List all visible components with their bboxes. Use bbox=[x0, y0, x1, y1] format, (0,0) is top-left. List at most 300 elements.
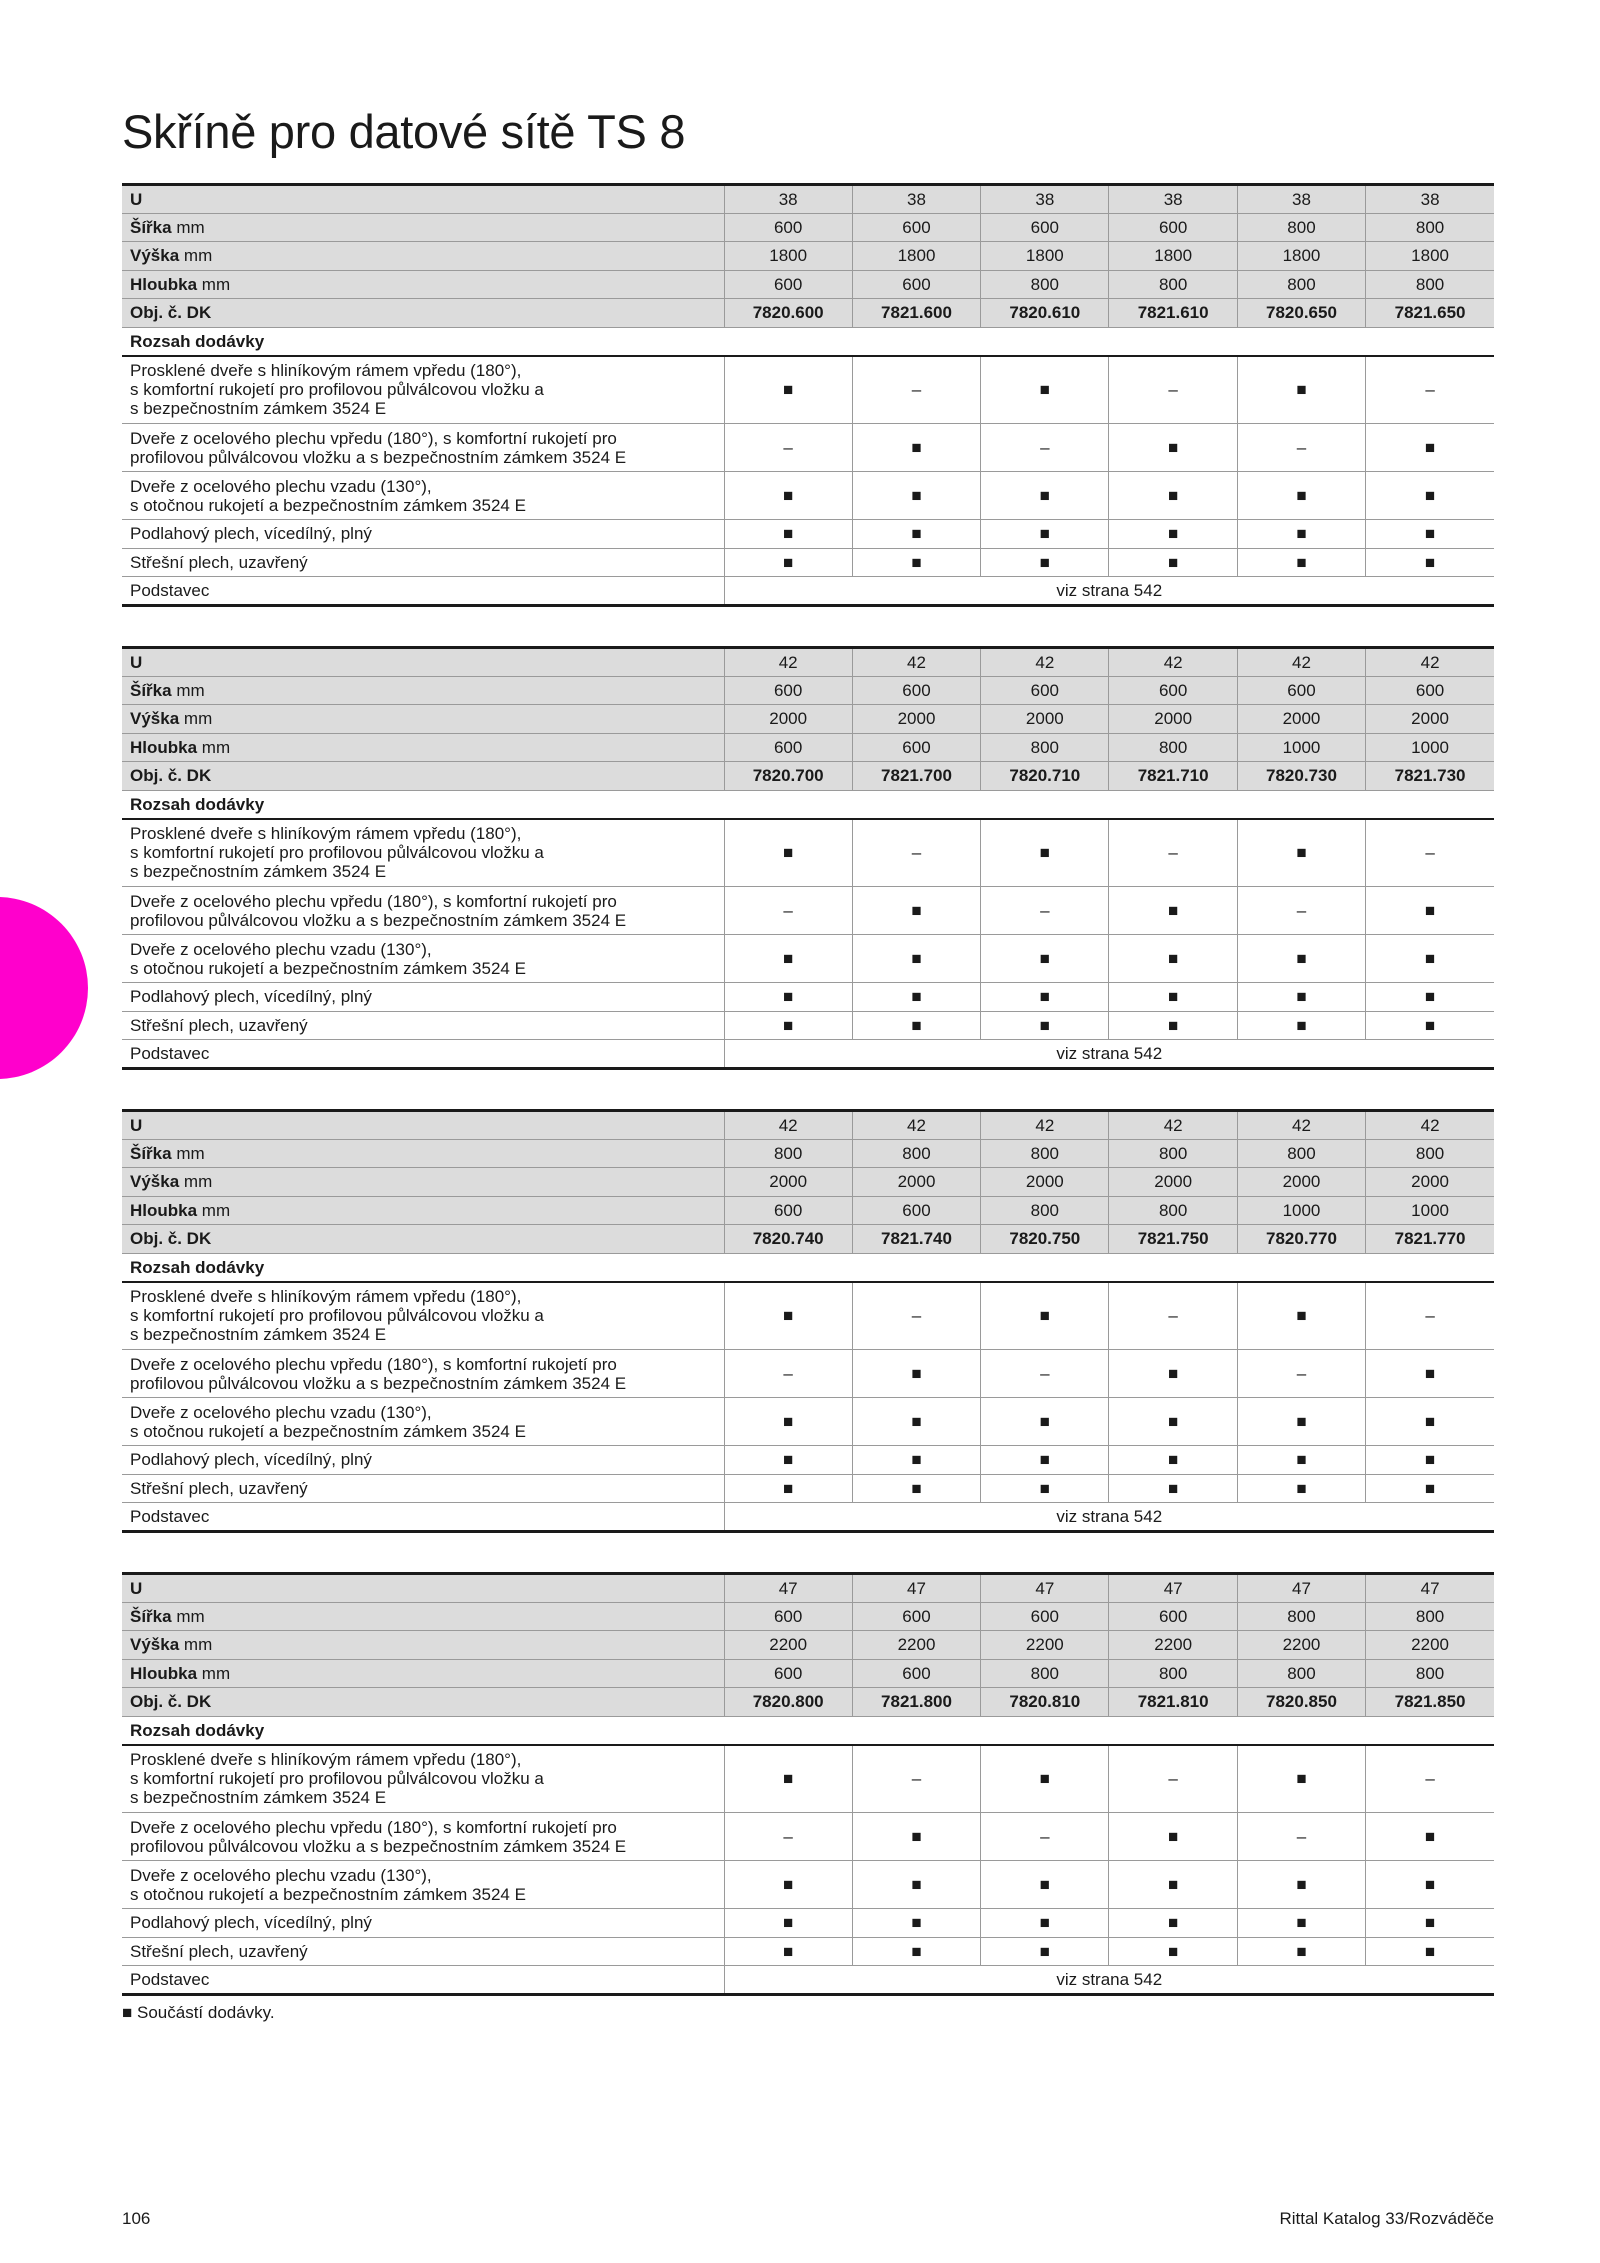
scope-item-line: Dveře z ocelového plechu vpředu (180°), s komfortní rukojetí pro bbox=[130, 1817, 617, 1837]
scope-item-line: Dveře z ocelového plechu vzadu (130°), bbox=[130, 1865, 432, 1885]
depth-row-value: 800 bbox=[1237, 1659, 1365, 1688]
depth-row-value: 800 bbox=[981, 1196, 1109, 1225]
u-row-value: 47 bbox=[981, 1574, 1109, 1603]
order-row-value: 7820.700 bbox=[724, 762, 852, 791]
width-row-value: 600 bbox=[1366, 676, 1494, 705]
width-row-value: 800 bbox=[1237, 1602, 1365, 1631]
scope-mark: – bbox=[724, 424, 852, 472]
scope-heading-row bbox=[122, 327, 1494, 356]
order-row-value: 7821.610 bbox=[1109, 299, 1237, 328]
scope-mark: ■ bbox=[1109, 983, 1237, 1012]
scope-item-label bbox=[122, 1745, 724, 1813]
depth-row-value: 800 bbox=[1109, 1659, 1237, 1688]
scope-item-line: s otočnou rukojetí a bezpečnostním zámkem 3524 E bbox=[130, 1421, 526, 1441]
scope-item-line: Podlahový plech, vícedílný, plný bbox=[130, 987, 372, 1007]
scope-mark: – bbox=[852, 819, 980, 887]
width-row bbox=[122, 1602, 1494, 1631]
scope-mark: ■ bbox=[852, 887, 980, 935]
scope-mark: ■ bbox=[1109, 1398, 1237, 1446]
scope-item-line: Dveře z ocelového plechu vzadu (130°), bbox=[130, 1402, 432, 1422]
scope-mark: ■ bbox=[1366, 1350, 1494, 1398]
scope-item-line: Dveře z ocelového plechu vpředu (180°), s komfortní rukojetí pro bbox=[130, 1354, 617, 1374]
scope-mark: ■ bbox=[1237, 983, 1365, 1012]
scope-mark: ■ bbox=[1109, 472, 1237, 520]
depth-row-label bbox=[122, 1196, 724, 1225]
depth-row bbox=[122, 1659, 1494, 1688]
u-row-label bbox=[122, 1111, 724, 1140]
height-row-value: 2000 bbox=[981, 1168, 1109, 1197]
height-row-value: 2200 bbox=[852, 1631, 980, 1660]
scope-heading-row bbox=[122, 1253, 1494, 1282]
base-row bbox=[122, 577, 1494, 606]
depth-row-value: 600 bbox=[852, 733, 980, 762]
width-row-value: 600 bbox=[852, 676, 980, 705]
scope-mark: ■ bbox=[724, 1909, 852, 1938]
order-row bbox=[122, 1225, 1494, 1254]
scope-item-line: profilovou půlválcovou vložku a s bezpečnostním zámkem 3524 E bbox=[130, 910, 627, 930]
scope-item-row bbox=[122, 424, 1494, 472]
legend: ■ Součástí dodávky. bbox=[122, 2003, 275, 2022]
scope-item-row bbox=[122, 356, 1494, 424]
scope-item-row bbox=[122, 1011, 1494, 1040]
scope-mark: ■ bbox=[724, 1474, 852, 1503]
scope-item-line: Prosklené dveře s hliníkovým rámem vpředu (180°), bbox=[130, 1750, 522, 1770]
scope-mark: ■ bbox=[724, 819, 852, 887]
order-row-value: 7821.750 bbox=[1109, 1225, 1237, 1254]
scope-mark: ■ bbox=[981, 1937, 1109, 1966]
height-row-value: 2000 bbox=[1109, 705, 1237, 734]
scope-mark: ■ bbox=[852, 472, 980, 520]
scope-item-row bbox=[122, 887, 1494, 935]
scope-item-line: Dveře z ocelového plechu vzadu (130°), bbox=[130, 939, 432, 959]
order-row-label bbox=[122, 1688, 724, 1717]
u-row-value: 42 bbox=[852, 648, 980, 677]
order-row-value: 7820.650 bbox=[1237, 299, 1365, 328]
row-label: Hloubka bbox=[130, 1663, 198, 1683]
u-row-value: 38 bbox=[981, 185, 1109, 214]
width-row-value: 600 bbox=[981, 213, 1109, 242]
scope-mark: ■ bbox=[1237, 1937, 1365, 1966]
height-row-value: 1800 bbox=[1237, 242, 1365, 271]
scope-item-line: s komfortní rukojetí pro profilovou půlválcovou vložku a bbox=[130, 1306, 544, 1326]
height-row-label bbox=[122, 242, 724, 271]
order-row-value: 7820.730 bbox=[1237, 762, 1365, 791]
u-row-value: 38 bbox=[724, 185, 852, 214]
unit-label: mm bbox=[176, 680, 205, 700]
scope-item-line: Dveře z ocelového plechu vpředu (180°), s komfortní rukojetí pro bbox=[130, 428, 617, 448]
scope-item-label bbox=[122, 424, 724, 472]
scope-mark: ■ bbox=[1366, 1937, 1494, 1966]
height-row-value: 2200 bbox=[1366, 1631, 1494, 1660]
scope-mark: ■ bbox=[852, 548, 980, 577]
scope-mark: ■ bbox=[1109, 1350, 1237, 1398]
scope-mark: ■ bbox=[852, 1861, 980, 1909]
width-row-value: 600 bbox=[1109, 213, 1237, 242]
scope-mark: ■ bbox=[724, 1745, 852, 1813]
u-row bbox=[122, 1111, 1494, 1140]
scope-mark: ■ bbox=[1109, 935, 1237, 983]
scope-item-line: s bezpečnostním zámkem 3524 E bbox=[130, 862, 387, 882]
scope-mark: ■ bbox=[724, 520, 852, 549]
height-row-value: 2000 bbox=[1109, 1168, 1237, 1197]
scope-mark: ■ bbox=[1237, 1011, 1365, 1040]
width-row bbox=[122, 213, 1494, 242]
row-label: Výška bbox=[130, 709, 180, 729]
depth-row-value: 1000 bbox=[1366, 733, 1494, 762]
order-row-value: 7820.750 bbox=[981, 1225, 1109, 1254]
scope-item-line: Prosklené dveře s hliníkovým rámem vpředu (180°), bbox=[130, 1287, 522, 1307]
u-row bbox=[122, 1574, 1494, 1603]
scope-item-label bbox=[122, 520, 724, 549]
depth-row-value: 1000 bbox=[1237, 733, 1365, 762]
scope-mark: ■ bbox=[1237, 1282, 1365, 1350]
scope-item-line: Dveře z ocelového plechu vzadu (130°), bbox=[130, 476, 432, 496]
scope-mark: ■ bbox=[1237, 1446, 1365, 1475]
scope-item-line: profilovou půlválcovou vložku a s bezpečnostním zámkem 3524 E bbox=[130, 1836, 627, 1856]
scope-mark: ■ bbox=[724, 983, 852, 1012]
row-label: U bbox=[130, 1115, 143, 1135]
depth-row-value: 800 bbox=[981, 733, 1109, 762]
order-row-value: 7820.610 bbox=[981, 299, 1109, 328]
row-label: U bbox=[130, 652, 143, 672]
scope-heading-row bbox=[122, 1716, 1494, 1745]
scope-mark: ■ bbox=[1237, 1398, 1365, 1446]
scope-mark: – bbox=[1109, 356, 1237, 424]
scope-mark: ■ bbox=[981, 983, 1109, 1012]
scope-item-row bbox=[122, 1745, 1494, 1813]
scope-heading-row bbox=[122, 790, 1494, 819]
scope-item-label bbox=[122, 1446, 724, 1475]
scope-item-label bbox=[122, 1861, 724, 1909]
scope-item-label bbox=[122, 1398, 724, 1446]
height-row bbox=[122, 1168, 1494, 1197]
height-row-label bbox=[122, 1168, 724, 1197]
height-row-value: 2200 bbox=[1237, 1631, 1365, 1660]
height-row-value: 1800 bbox=[724, 242, 852, 271]
u-row-value: 42 bbox=[1237, 1111, 1365, 1140]
height-row-value: 2000 bbox=[1237, 1168, 1365, 1197]
depth-row-value: 800 bbox=[1109, 1196, 1237, 1225]
scope-mark: ■ bbox=[724, 1937, 852, 1966]
u-row-value: 47 bbox=[852, 1574, 980, 1603]
scope-mark: ■ bbox=[1237, 1474, 1365, 1503]
scope-mark: – bbox=[1109, 1745, 1237, 1813]
scope-mark: – bbox=[1237, 424, 1365, 472]
scope-mark: ■ bbox=[852, 1011, 980, 1040]
scope-item-line: profilovou půlválcovou vložku a s bezpečnostním zámkem 3524 E bbox=[130, 1373, 627, 1393]
scope-item-label bbox=[122, 935, 724, 983]
scope-item-line: s komfortní rukojetí pro profilovou půlválcovou vložku a bbox=[130, 380, 544, 400]
u-row-label bbox=[122, 185, 724, 214]
scope-item-line: s otočnou rukojetí a bezpečnostním zámkem 3524 E bbox=[130, 495, 526, 515]
scope-mark: – bbox=[724, 1813, 852, 1861]
scope-item-line: s otočnou rukojetí a bezpečnostním zámkem 3524 E bbox=[130, 958, 526, 978]
depth-row-value: 800 bbox=[981, 270, 1109, 299]
scope-mark: ■ bbox=[852, 1813, 980, 1861]
order-row-label bbox=[122, 762, 724, 791]
scope-item-label bbox=[122, 472, 724, 520]
depth-row-value: 600 bbox=[852, 1659, 980, 1688]
scope-mark: – bbox=[1237, 1350, 1365, 1398]
depth-row-value: 800 bbox=[1109, 733, 1237, 762]
depth-row bbox=[122, 733, 1494, 762]
width-row-value: 800 bbox=[1237, 1139, 1365, 1168]
scope-item-row bbox=[122, 983, 1494, 1012]
scope-item-row bbox=[122, 1937, 1494, 1966]
row-label: Výška bbox=[130, 1172, 180, 1192]
scope-mark: ■ bbox=[724, 1282, 852, 1350]
depth-row-value: 800 bbox=[1237, 270, 1365, 299]
width-row-label bbox=[122, 1602, 724, 1631]
height-row-value: 2000 bbox=[852, 705, 980, 734]
row-label: Výška bbox=[130, 1635, 180, 1655]
base-note: viz strana 542 bbox=[724, 1966, 1494, 1995]
scope-mark: ■ bbox=[1237, 548, 1365, 577]
scope-item-label bbox=[122, 1937, 724, 1966]
scope-mark: ■ bbox=[1366, 887, 1494, 935]
scope-mark: ■ bbox=[981, 520, 1109, 549]
scope-item-line: Podlahový plech, vícedílný, plný bbox=[130, 1913, 372, 1933]
scope-mark: – bbox=[981, 1350, 1109, 1398]
scope-item-label bbox=[122, 983, 724, 1012]
depth-row-value: 800 bbox=[1109, 270, 1237, 299]
scope-mark: ■ bbox=[1366, 983, 1494, 1012]
scope-item-label bbox=[122, 1282, 724, 1350]
order-row-value: 7820.800 bbox=[724, 1688, 852, 1717]
scope-mark: ■ bbox=[1109, 548, 1237, 577]
scope-mark: ■ bbox=[1109, 1937, 1237, 1966]
scope-mark: ■ bbox=[1366, 1909, 1494, 1938]
scope-mark: ■ bbox=[981, 1861, 1109, 1909]
scope-mark: ■ bbox=[724, 356, 852, 424]
unit-label: mm bbox=[201, 274, 231, 294]
scope-item-label bbox=[122, 819, 724, 887]
u-row-value: 42 bbox=[981, 1111, 1109, 1140]
scope-mark: ■ bbox=[852, 983, 980, 1012]
scope-item-line: Podlahový plech, vícedílný, plný bbox=[130, 524, 372, 544]
height-row-label bbox=[122, 1631, 724, 1660]
width-row-value: 600 bbox=[724, 676, 852, 705]
depth-row-value: 1000 bbox=[1366, 1196, 1494, 1225]
scope-mark: ■ bbox=[1109, 887, 1237, 935]
row-label: Šířka bbox=[130, 1143, 172, 1163]
scope-item-row bbox=[122, 1861, 1494, 1909]
scope-mark: ■ bbox=[981, 1745, 1109, 1813]
scope-heading: Rozsah dodávky bbox=[122, 327, 1494, 356]
unit-label: mm bbox=[183, 709, 213, 729]
scope-item-line: profilovou půlválcovou vložku a s bezpečnostním zámkem 3524 E bbox=[130, 447, 627, 467]
row-label: U bbox=[130, 189, 143, 209]
u-row-value: 38 bbox=[1237, 185, 1365, 214]
scope-mark: – bbox=[981, 424, 1109, 472]
u-row-value: 42 bbox=[852, 1111, 980, 1140]
height-row-value: 1800 bbox=[852, 242, 980, 271]
scope-mark: ■ bbox=[981, 356, 1109, 424]
order-row bbox=[122, 1688, 1494, 1717]
height-row-value: 2200 bbox=[981, 1631, 1109, 1660]
width-row-value: 600 bbox=[981, 1602, 1109, 1631]
scope-item-row bbox=[122, 1282, 1494, 1350]
scope-mark: – bbox=[1237, 887, 1365, 935]
scope-mark: ■ bbox=[981, 1398, 1109, 1446]
width-row-value: 800 bbox=[724, 1139, 852, 1168]
unit-label: mm bbox=[201, 1200, 231, 1220]
catalog-name: Rittal Katalog 33/Rozváděče bbox=[1279, 2209, 1494, 2228]
scope-mark: ■ bbox=[724, 1446, 852, 1475]
width-row-value: 600 bbox=[981, 676, 1109, 705]
width-row-value: 800 bbox=[1366, 1602, 1494, 1631]
scope-item-line: Dveře z ocelového plechu vpředu (180°), s komfortní rukojetí pro bbox=[130, 891, 617, 911]
u-row-value: 47 bbox=[1366, 1574, 1494, 1603]
width-row-label bbox=[122, 676, 724, 705]
scope-mark: ■ bbox=[1237, 1909, 1365, 1938]
order-row-value: 7821.700 bbox=[852, 762, 980, 791]
base-label: Podstavec bbox=[122, 1040, 724, 1069]
order-row-value: 7821.850 bbox=[1366, 1688, 1494, 1717]
u-row-value: 42 bbox=[724, 1111, 852, 1140]
base-label: Podstavec bbox=[122, 1966, 724, 1995]
u-row-value: 42 bbox=[981, 648, 1109, 677]
order-row-label bbox=[122, 1225, 724, 1254]
order-row-value: 7820.710 bbox=[981, 762, 1109, 791]
scope-mark: ■ bbox=[981, 472, 1109, 520]
scope-item-line: Prosklené dveře s hliníkovým rámem vpředu (180°), bbox=[130, 824, 522, 844]
scope-mark: ■ bbox=[852, 424, 980, 472]
width-row-value: 800 bbox=[1366, 213, 1494, 242]
scope-mark: – bbox=[1366, 1282, 1494, 1350]
order-row-value: 7820.850 bbox=[1237, 1688, 1365, 1717]
scope-mark: ■ bbox=[1366, 1474, 1494, 1503]
height-row-value: 2000 bbox=[1237, 705, 1365, 734]
depth-row-label bbox=[122, 733, 724, 762]
width-row-value: 600 bbox=[852, 1602, 980, 1631]
u-row-value: 38 bbox=[852, 185, 980, 214]
scope-mark: ■ bbox=[852, 1474, 980, 1503]
scope-mark: – bbox=[852, 356, 980, 424]
order-row bbox=[122, 299, 1494, 328]
scope-item-label bbox=[122, 356, 724, 424]
scope-item-label bbox=[122, 1474, 724, 1503]
scope-mark: – bbox=[981, 1813, 1109, 1861]
scope-mark: ■ bbox=[1366, 935, 1494, 983]
width-row-value: 600 bbox=[1237, 676, 1365, 705]
height-row bbox=[122, 1631, 1494, 1660]
scope-mark: ■ bbox=[1366, 472, 1494, 520]
u-row-label bbox=[122, 1574, 724, 1603]
depth-row-value: 600 bbox=[852, 1196, 980, 1225]
depth-row-value: 600 bbox=[724, 1659, 852, 1688]
scope-item-label bbox=[122, 1011, 724, 1040]
width-row-value: 800 bbox=[1109, 1139, 1237, 1168]
scope-mark: ■ bbox=[724, 1861, 852, 1909]
width-row-value: 800 bbox=[852, 1139, 980, 1168]
scope-item-line: s komfortní rukojetí pro profilovou půlválcovou vložku a bbox=[130, 1769, 544, 1789]
u-row-value: 42 bbox=[724, 648, 852, 677]
scope-item-row bbox=[122, 1446, 1494, 1475]
row-label: Šířka bbox=[130, 680, 172, 700]
scope-item-label bbox=[122, 1909, 724, 1938]
scope-mark: ■ bbox=[1366, 1011, 1494, 1040]
depth-row-label bbox=[122, 1659, 724, 1688]
scope-item-row bbox=[122, 1350, 1494, 1398]
order-row-value: 7821.740 bbox=[852, 1225, 980, 1254]
height-row-value: 2000 bbox=[852, 1168, 980, 1197]
scope-mark: ■ bbox=[724, 548, 852, 577]
scope-item-label bbox=[122, 887, 724, 935]
base-note: viz strana 542 bbox=[724, 1503, 1494, 1532]
scope-mark: – bbox=[981, 887, 1109, 935]
width-row-value: 600 bbox=[852, 213, 980, 242]
u-row-value: 42 bbox=[1109, 648, 1237, 677]
scope-item-line: s bezpečnostním zámkem 3524 E bbox=[130, 1788, 387, 1808]
height-row-value: 2200 bbox=[1109, 1631, 1237, 1660]
unit-label: mm bbox=[183, 1635, 213, 1655]
height-row-value: 2000 bbox=[724, 705, 852, 734]
page-title: Skříně pro datové sítě TS 8 bbox=[122, 105, 686, 158]
height-row-value: 1800 bbox=[1109, 242, 1237, 271]
scope-item-line: s komfortní rukojetí pro profilovou půlválcovou vložku a bbox=[130, 843, 544, 863]
scope-mark: ■ bbox=[1366, 1446, 1494, 1475]
scope-mark: ■ bbox=[1109, 424, 1237, 472]
scope-mark: ■ bbox=[1237, 1745, 1365, 1813]
depth-row-value: 800 bbox=[981, 1659, 1109, 1688]
width-row-value: 600 bbox=[1109, 1602, 1237, 1631]
u-row-value: 38 bbox=[1109, 185, 1237, 214]
scope-item-line: Podlahový plech, vícedílný, plný bbox=[130, 1450, 372, 1470]
u-row-value: 42 bbox=[1366, 1111, 1494, 1140]
width-row-value: 600 bbox=[1109, 676, 1237, 705]
row-label: Hloubka bbox=[130, 737, 198, 757]
scope-mark: ■ bbox=[852, 1350, 980, 1398]
u-row-value: 47 bbox=[1237, 1574, 1365, 1603]
scope-item-row bbox=[122, 1813, 1494, 1861]
base-row bbox=[122, 1503, 1494, 1532]
width-row-value: 800 bbox=[1366, 1139, 1494, 1168]
scope-mark: ■ bbox=[981, 935, 1109, 983]
row-label: U bbox=[130, 1578, 143, 1598]
depth-row-value: 800 bbox=[1366, 1659, 1494, 1688]
u-row-value: 42 bbox=[1109, 1111, 1237, 1140]
scope-mark: ■ bbox=[1366, 548, 1494, 577]
height-row-value: 2000 bbox=[981, 705, 1109, 734]
width-row-value: 800 bbox=[981, 1139, 1109, 1168]
scope-mark: – bbox=[1109, 819, 1237, 887]
row-label: Obj. č. DK bbox=[130, 1692, 212, 1712]
u-row-value: 42 bbox=[1366, 648, 1494, 677]
scope-mark: ■ bbox=[1109, 1909, 1237, 1938]
page-number: 106 bbox=[122, 2209, 151, 2228]
depth-row-value: 600 bbox=[852, 270, 980, 299]
scope-mark: ■ bbox=[981, 548, 1109, 577]
row-label: Výška bbox=[130, 246, 180, 266]
scope-mark: ■ bbox=[1366, 520, 1494, 549]
spec-table bbox=[122, 1109, 1494, 1533]
row-label: Obj. č. DK bbox=[130, 303, 212, 323]
scope-mark: ■ bbox=[981, 1446, 1109, 1475]
section-tab-marker bbox=[0, 897, 88, 1079]
base-note: viz strana 542 bbox=[724, 1040, 1494, 1069]
scope-mark: ■ bbox=[981, 819, 1109, 887]
width-row-label bbox=[122, 1139, 724, 1168]
row-label: Obj. č. DK bbox=[130, 766, 212, 786]
scope-mark: ■ bbox=[1237, 1861, 1365, 1909]
scope-heading: Rozsah dodávky bbox=[122, 1716, 1494, 1745]
scope-mark: ■ bbox=[1366, 1813, 1494, 1861]
order-row-label bbox=[122, 299, 724, 328]
depth-row bbox=[122, 1196, 1494, 1225]
depth-row bbox=[122, 270, 1494, 299]
height-row-value: 1800 bbox=[981, 242, 1109, 271]
